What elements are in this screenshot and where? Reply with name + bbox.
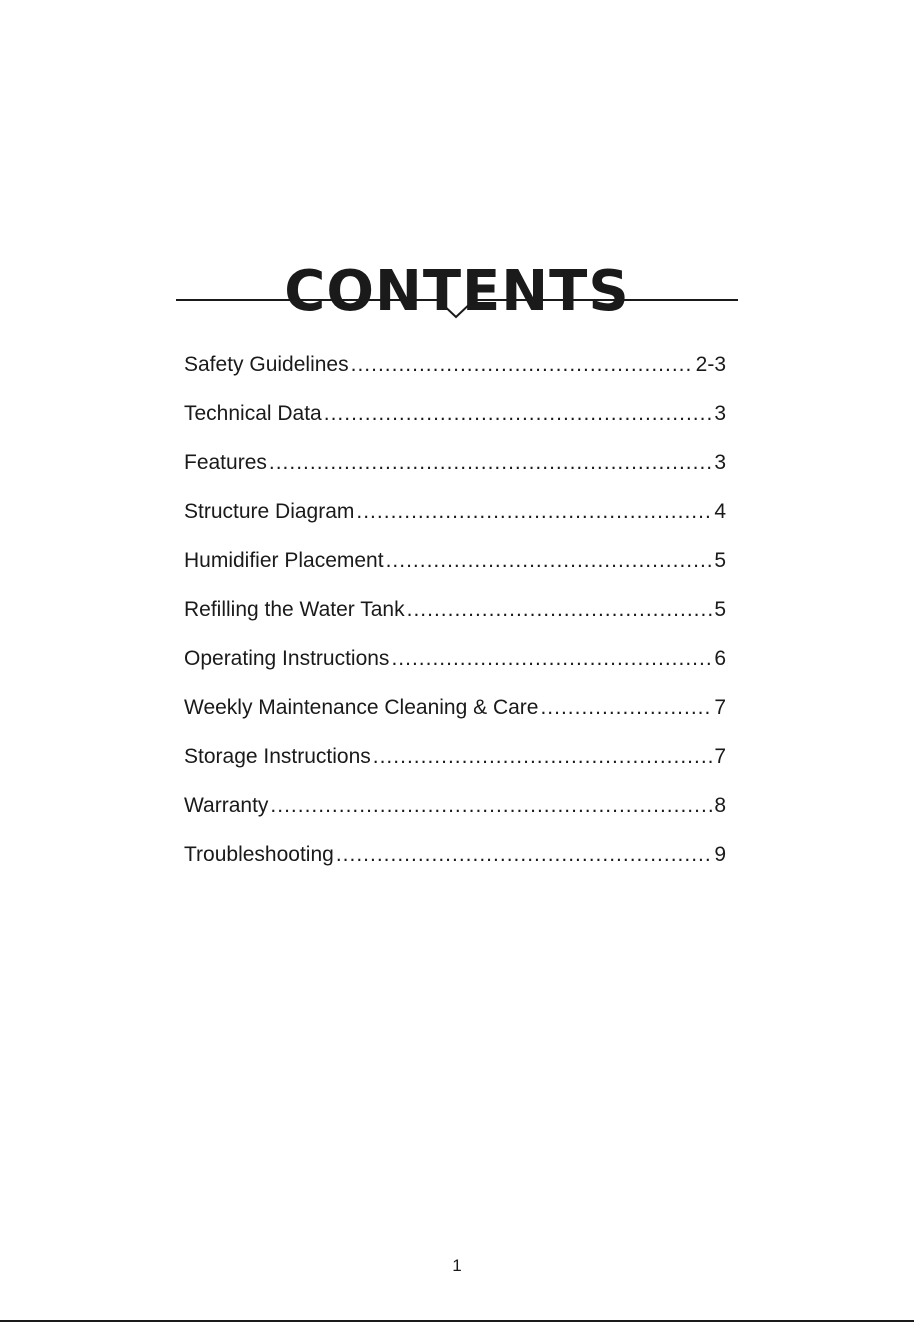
toc-leader-dots xyxy=(270,781,712,830)
toc-entry-storage-instructions[interactable] xyxy=(184,732,726,781)
toc-entry-page: 3 xyxy=(714,402,726,425)
page-bottom-border xyxy=(0,1320,914,1322)
toc-entry-label: Troubleshooting xyxy=(184,843,334,866)
toc-entry-features[interactable] xyxy=(184,438,726,487)
toc-entry-label: Refilling the Water Tank xyxy=(184,598,405,621)
toc-leader-dots xyxy=(324,389,713,438)
toc-entry-label: Safety Guidelines xyxy=(184,353,349,376)
toc-leader-dots xyxy=(351,340,694,389)
toc-entry-weekly-maintenance[interactable] xyxy=(184,683,726,732)
toc-entry-page: 7 xyxy=(714,696,726,719)
toc-entry-label: Weekly Maintenance Cleaning & Care xyxy=(184,696,539,719)
toc-entry-page: 3 xyxy=(714,451,726,474)
toc-entry-humidifier-placement[interactable] xyxy=(184,536,726,585)
toc-entry-page: 5 xyxy=(714,549,726,572)
toc-entry-operating-instructions[interactable] xyxy=(184,634,726,683)
toc-entry-page: 6 xyxy=(714,647,726,670)
toc-entry-label: Operating Instructions xyxy=(184,647,390,670)
toc-entry-label: Technical Data xyxy=(184,402,322,425)
toc-entry-troubleshooting[interactable] xyxy=(184,830,726,879)
toc-entry-page: 9 xyxy=(714,843,726,866)
toc-entry-technical-data[interactable] xyxy=(184,389,726,438)
toc-entry-label: Warranty xyxy=(184,794,269,817)
toc-leader-dots xyxy=(269,438,712,487)
toc-entry-page: 4 xyxy=(714,500,726,523)
toc-leader-dots xyxy=(391,634,712,683)
toc-leader-dots xyxy=(356,487,712,536)
toc-leader-dots xyxy=(373,732,713,781)
toc-entry-page: 5 xyxy=(714,598,726,621)
toc-entry-warranty[interactable] xyxy=(184,781,726,830)
toc-leader-dots xyxy=(336,830,712,879)
toc-entry-page: 8 xyxy=(714,794,726,817)
toc-leader-dots xyxy=(540,683,712,732)
toc-entry-structure-diagram[interactable] xyxy=(184,487,726,536)
toc-leader-dots xyxy=(386,536,713,585)
toc-entry-page: 2-3 xyxy=(695,353,726,376)
toc-leader-dots xyxy=(407,585,713,634)
toc-entry-label: Structure Diagram xyxy=(184,500,355,523)
toc-entry-label: Storage Instructions xyxy=(184,745,371,768)
toc-entry-label: Features xyxy=(184,451,267,474)
table-of-contents xyxy=(184,340,726,879)
toc-entry-page: 7 xyxy=(714,745,726,768)
page-number: 1 xyxy=(452,1256,462,1275)
toc-entry-safety-guidelines[interactable] xyxy=(184,340,726,389)
toc-entry-refilling-water-tank[interactable] xyxy=(184,585,726,634)
page-title: CONTENTS xyxy=(284,258,630,324)
toc-entry-label: Humidifier Placement xyxy=(184,549,384,572)
title-divider xyxy=(176,290,738,322)
